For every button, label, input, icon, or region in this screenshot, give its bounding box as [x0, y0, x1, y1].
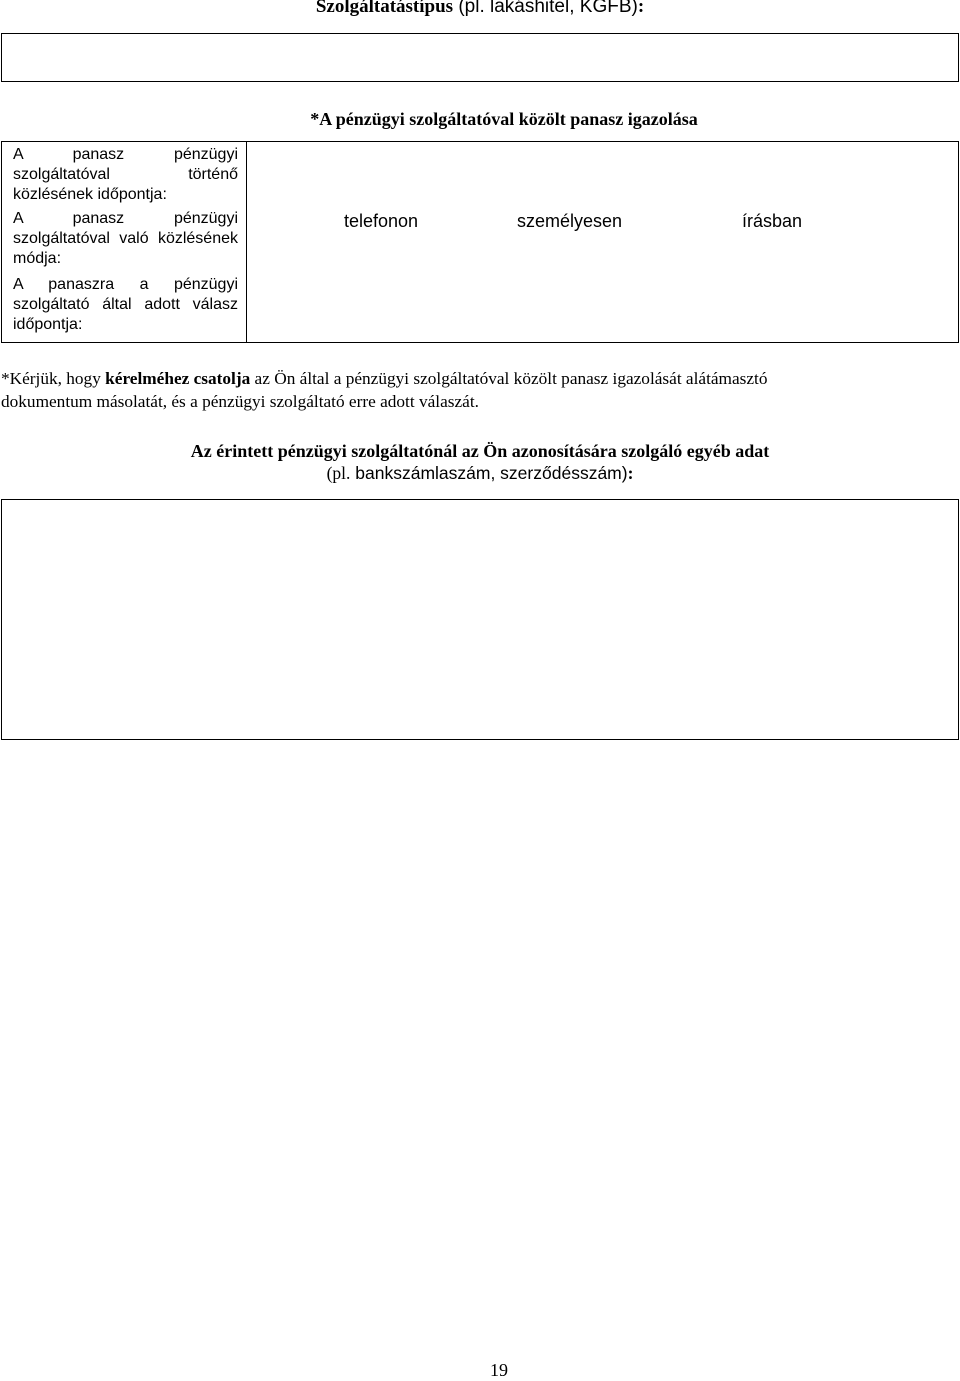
service-type-field[interactable]	[1, 33, 959, 82]
identification-field[interactable]	[1, 499, 959, 740]
identification-subtitle-example: bankszámlaszám, szerződésszám)	[350, 463, 628, 483]
attachment-note-line-1	[1, 367, 959, 390]
response-date-label: A panaszra a pénzügyi szolgáltató által adott válasz időpontja:	[13, 276, 238, 333]
complaint-method-label: A panasz pénzügyi szolgáltatóval való közlésének módja:	[13, 210, 238, 267]
page-number: 19	[490, 1360, 508, 1380]
service-type-colon: :	[637, 0, 645, 17]
identification-heading	[0, 440, 960, 484]
service-type-example: (pl. lakáshitel, KGFB)	[453, 0, 638, 17]
complaint-proof-heading: *A pénzügyi szolgáltatóval közölt panasz igazolása	[310, 109, 698, 129]
method-option-in-person[interactable]: személyesen	[517, 211, 623, 231]
service-type-label: Szolgáltatástípus	[315, 0, 454, 17]
attachment-note-line-2: dokumentum másolatát, és a pénzügyi szolgáltató erre adott válaszát.	[1, 392, 479, 411]
complaint-date-label: A panasz pénzügyi szolgáltatóval történő közlésének időpontja:	[13, 146, 238, 203]
complaint-labels-column	[1, 141, 247, 343]
note-part-2: az Ön által a pénzügyi szolgáltatóval közölt panasz igazolását alátámasztó	[250, 369, 768, 388]
note-part-1: *Kérjük, hogy	[1, 369, 106, 388]
method-option-in-writing[interactable]: írásban	[742, 211, 803, 231]
identification-title: Az érintett pénzügyi szolgáltatónál az Ön azonosítására szolgáló egyéb adat	[190, 441, 770, 461]
identification-colon: :	[627, 463, 634, 483]
identification-subtitle-open: (pl.	[326, 463, 351, 483]
method-option-phone[interactable]: telefonon	[344, 211, 419, 231]
service-type-title	[0, 0, 960, 18]
identification-subtitle	[0, 462, 960, 484]
note-bold: kérelméhez csatolja	[105, 369, 251, 388]
attachment-note	[1, 367, 959, 413]
